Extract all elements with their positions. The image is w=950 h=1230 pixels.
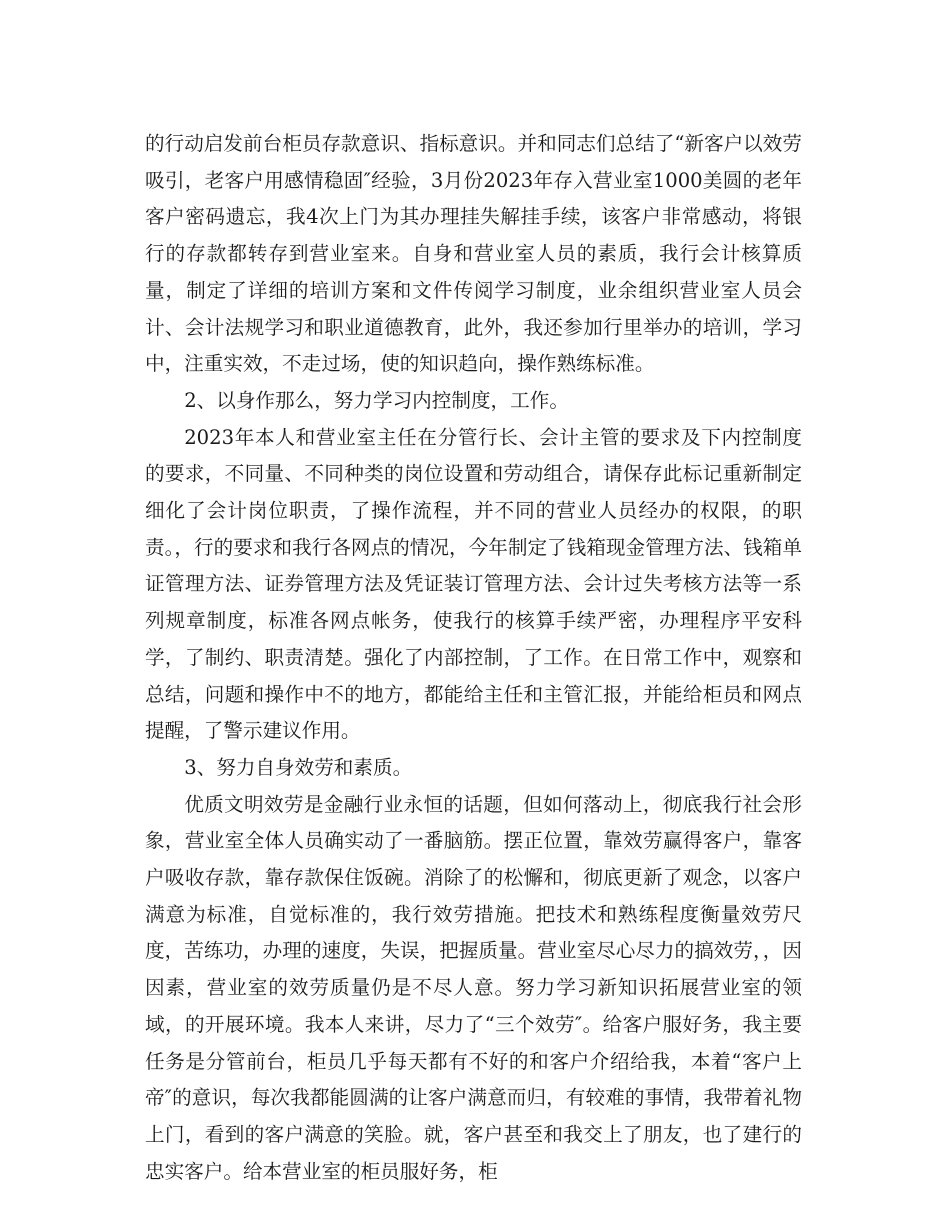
section-heading-service-quality: 3、努力自身效劳和素质。 <box>184 755 413 779</box>
document-page <box>145 126 802 1190</box>
paragraph-service-quality: 优质文明效劳是金融行业永恒的话题，但如何落动上，彻底我行社会形象，营业室全体人员确实动了一番脑筋。摆正位置，靠效劳赢得客户，靠客户吸收存款，靠存款保住饭碗。消除了的松懈和，彻底更新了观念，以客户满意为标准，自觉标准的，我行效劳措施。把技术和熟练程度衡量效劳尺度，苦练功，办理的速度，失误，把握质量。营业室尽心尽力的搞效劳，，因因素，营业室的效劳质量仍是不尽人意。努力学习新知识拓展营业室的领域，的开展环境。我本人来讲，尽力了“三个效劳″。给客户服好务，我主要任务是分管前台，柜员几乎每天都有不好的和客户介绍给我，本着“客户上帝″的意识，每次我都能圆满的让客户满意而归，有较难的事情，我带着礼物上门，看到的客户满意的笑脸。就，客户甚至和我交上了朋友，也了建行的忠实客户。给本营业室的柜员服好务，柜 <box>145 792 802 1183</box>
paragraph-internal-control: 2023年本人和营业室主任在分管行长、会计主管的要求及下内控制度的要求，不同量、不同种类的岗位设置和劳动组合，请保存此标记重新制定细化了会计岗位职责，了操作流程，并不同的营业人员经办的权限，的职责。，行的要求和我行各网点的情况，今年制定了钱箱现金管理方法、钱箱单证管理方法、证券管理方法及凭证装订管理方法、会计过失考核方法等一系列规章制度，标准各网点帐务，使我行的核算手续严密，办理程序平安科学，了制约、职责清楚。强化了内部控制，了工作。在日常工作中，观察和总结，问题和操作中不的地方，都能给主任和主管汇报，并能给柜员和网点提醒，了警示建议作用。 <box>145 425 802 743</box>
section-heading-internal-control: 2、以身作那么，努力学习内控制度，工作。 <box>184 388 569 412</box>
paragraph-deposit-awareness: 的行动启发前台柜员存款意识、指标意识。并和同志们总结了“新客户以效劳吸引，老客户用感情稳固″经验，3月份2023年存入营业室1000美圆的老年客户密码遗忘，我4次上门为其办理挂失解挂手续，该客户非常感动，将银行的存款都转存到营业室来。自身和营业室人员的素质，我行会计核算质量，制定了详细的培训方案和文件传阅学习制度，业余组织营业室人员会计、会计法规学习和职业道德教育，此外，我还参加行里举办的培训，学习中，注重实效，不走过场，使的知识趋向，操作熟练标准。 <box>145 132 802 376</box>
